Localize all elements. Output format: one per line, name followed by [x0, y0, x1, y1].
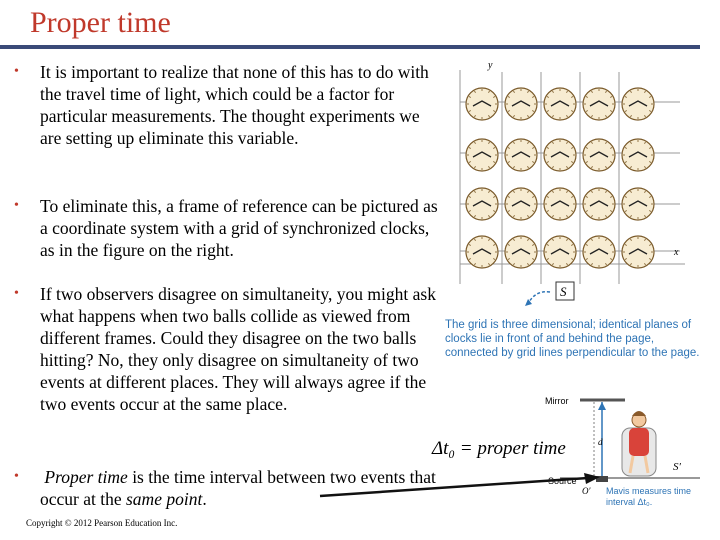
origin-label: O′ [582, 486, 591, 496]
light-arrow-up [598, 402, 606, 410]
bullet-marker: • [14, 469, 19, 484]
copyright-notice: Copyright © 2012 Pearson Education Inc. [26, 518, 178, 528]
page-title: Proper time [30, 6, 171, 39]
clock-icon [622, 139, 654, 171]
clock-icon [466, 88, 498, 120]
clock-icon [505, 88, 537, 120]
bullet-marker: • [14, 198, 19, 213]
clock-icon [622, 236, 654, 268]
clock-icon [583, 139, 615, 171]
bullet-text-middle: is the time interval between two events that occur at the [40, 467, 436, 509]
bullet-text-end: . [202, 489, 207, 509]
bullet-text: It is important to realize that none of this has to do with the travel time of light, which could be a factor for particular measurements. The thought experiments we are setting up eliminate this variable. [40, 62, 429, 148]
title-divider [0, 45, 700, 49]
bullet-text: To eliminate this, a frame of reference can be pictured as a coordinate system with a grid of synchronized clocks, as in the figure on the right. [40, 196, 438, 260]
clock-icon [544, 188, 576, 220]
frame-label-s: S [560, 284, 567, 299]
y-axis-label: y [488, 60, 493, 71]
proper-time-emphasis: Proper time [44, 467, 128, 487]
clock-icon [466, 188, 498, 220]
bullet-1 [14, 61, 439, 149]
arrow-head [584, 473, 600, 484]
clock-icon [583, 188, 615, 220]
clock-icon [505, 139, 537, 171]
bullet-2 [14, 195, 439, 261]
clock-icon [505, 236, 537, 268]
clock-grid-figure [440, 52, 700, 317]
clock-icon [466, 139, 498, 171]
clock-icon [544, 88, 576, 120]
clock-icon [544, 236, 576, 268]
bullet-3 [14, 283, 439, 415]
grid-caption: The grid is three dimensional; identical planes of clocks lie in front of and behind the page, connected by grid lines perpendicular to the page. [445, 319, 700, 359]
bullet-text: If two observers disagree on simultaneity, you might ask what happens when two balls collide as viewed from different frames. Could they disagree on the two balls hitting? No, they only disagree on simultaneity of two events at different places. They will always agree if the two events occur at the same place. [40, 284, 436, 414]
clock-icon [622, 188, 654, 220]
x-axis-label: x [674, 247, 679, 258]
same-point-emphasis: same point [126, 489, 203, 509]
bullet-marker: • [14, 64, 19, 79]
pointer-arrow [318, 472, 608, 502]
mirror-label: Mirror [545, 396, 569, 406]
mavis-figure [622, 411, 656, 476]
proper-time-equation: Δt₀ = proper time [432, 438, 566, 459]
clock-icon [583, 236, 615, 268]
arrow-shaft [320, 478, 588, 496]
hair [632, 411, 646, 416]
distance-label: d [598, 437, 603, 447]
source-label: Source [548, 476, 577, 486]
frame-pointer-arrow [528, 292, 550, 304]
clock-icon [583, 88, 615, 120]
clock-array [466, 88, 654, 268]
clock-icon [505, 188, 537, 220]
frame2-label: S′ [673, 461, 681, 473]
clock-icon [466, 236, 498, 268]
mavis-caption: Mavis measures time interval Δt₀. [606, 486, 692, 507]
clock-icon [544, 139, 576, 171]
dress [629, 428, 649, 456]
bullet-marker: • [14, 286, 19, 301]
clock-icon [622, 88, 654, 120]
